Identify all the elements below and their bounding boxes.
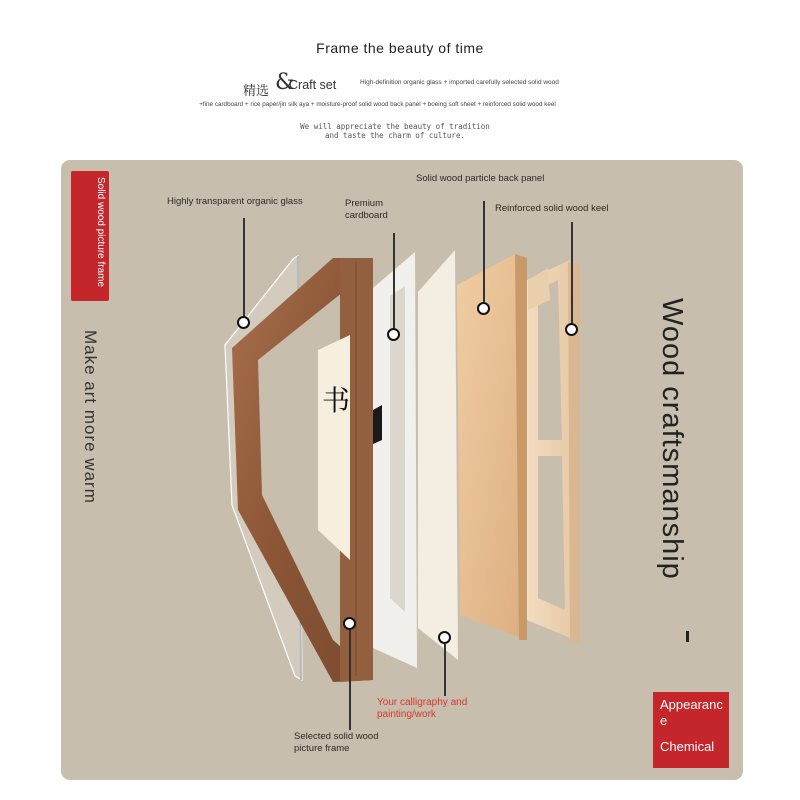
- callout-dot-keel: [565, 323, 578, 336]
- callout-dot-cardboard: [387, 328, 400, 341]
- label-frame: Selected solid wood picture frame: [294, 731, 379, 754]
- cardboard-layer: [373, 252, 417, 668]
- label-organic-glass: Highly transparent organic glass: [167, 196, 303, 207]
- back-panel-layer: [457, 254, 527, 640]
- callout-dot-work: [438, 631, 451, 644]
- callout-dot-glass: [237, 316, 250, 329]
- header-materials: +fine cardboard + rice paper/jin silk aya + moisture-proof solid wood back panel + boeing soft sheet + reinforced solid wood keel: [199, 101, 556, 108]
- svg-text:书: 书: [322, 384, 351, 417]
- callout-dot-back-panel: [477, 302, 490, 315]
- side-badge-label: Solid wood picture frame: [95, 177, 106, 288]
- page-title: Frame the beauty of time: [316, 40, 484, 56]
- label-cardboard: Premium cardboard: [345, 198, 388, 221]
- label-back-panel: Solid wood particle back panel: [416, 173, 545, 184]
- label-keel: Reinforced solid wood keel: [495, 203, 609, 214]
- bottom-badge-line-2: Chemical: [660, 739, 715, 754]
- slogan-vertical-left: Make art more warm: [81, 330, 100, 504]
- slogan-line-1: We will appreciate the beauty of tradition: [300, 122, 490, 131]
- header-description: High-definition organic glass + imported carefully selected solid wood: [360, 79, 559, 86]
- leader-line-frame: [349, 630, 351, 730]
- label-work: Your calligraphy and painting/work: [377, 697, 468, 720]
- vertical-divider: [686, 631, 689, 642]
- callout-dot-frame: [343, 617, 356, 630]
- header-ampersand: &: [275, 70, 295, 95]
- leader-line-glass: [243, 218, 245, 316]
- slogan-line-2: and taste the charm of culture.: [325, 131, 465, 140]
- header-craft-set: Craft set: [289, 78, 337, 92]
- heading-vertical-right: Wood craftsmanship: [656, 298, 688, 580]
- bottom-badge-line-1: Appearance: [660, 697, 723, 728]
- bottom-badge: [653, 692, 729, 768]
- side-badge: [71, 171, 109, 301]
- leader-line-cardboard: [393, 233, 395, 328]
- leader-line-keel: [571, 222, 573, 323]
- header-chinese-text: 精选: [243, 84, 270, 99]
- rice-paper-layer: [418, 250, 458, 660]
- leader-line-work: [444, 644, 446, 696]
- leader-line-back-panel: [483, 201, 485, 302]
